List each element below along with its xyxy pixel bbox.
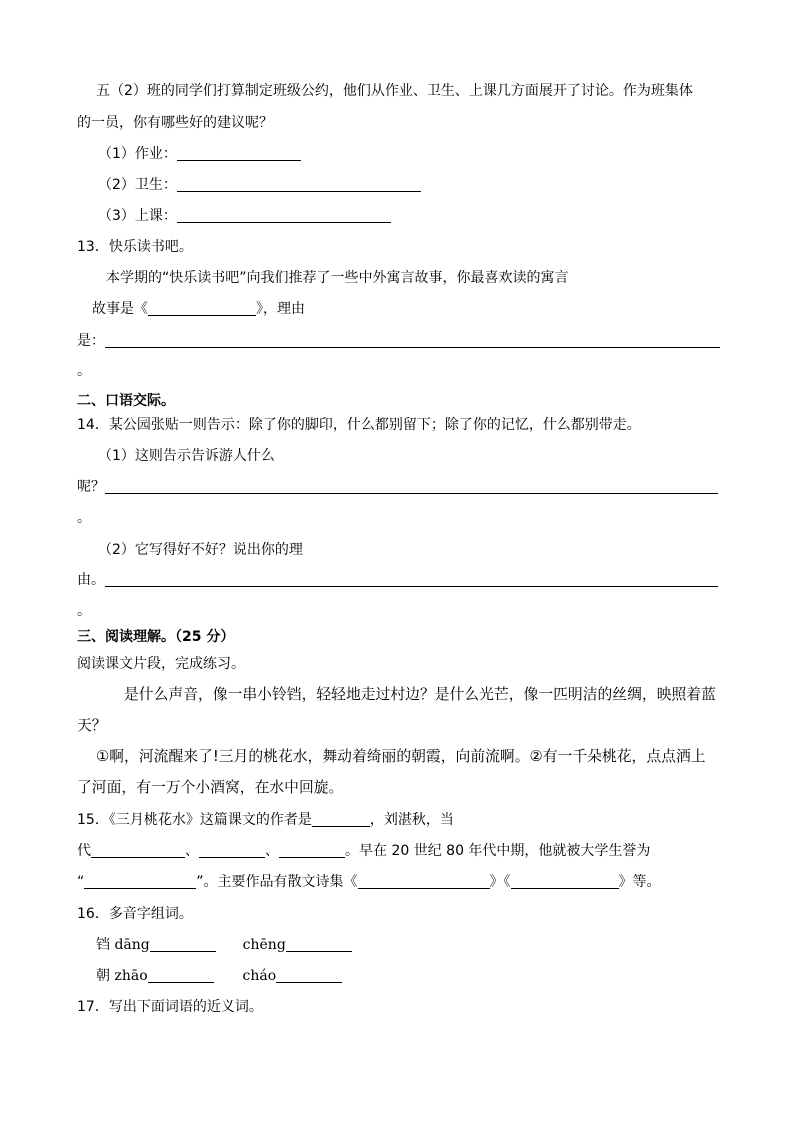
- answer-blank[interactable]: [286, 937, 352, 952]
- q14-title: 14．某公园张贴一则告示：除了你的脚印，什么都别留下；除了你的记忆，什么都别带走。: [77, 417, 641, 433]
- answer-blank[interactable]: [276, 968, 342, 983]
- section3-title: 三、阅读理解。（25 分）: [77, 629, 235, 645]
- q13-end-mark: 。: [77, 363, 91, 379]
- answer-blank[interactable]: [199, 843, 265, 858]
- passage-p1-line2: 天？: [77, 717, 107, 734]
- passage-p1-line1: 是什么声音，像一串小铃铛，轻轻地走过村边？是什么光芒，像一匹明洁的丝绸，映照着蓝: [124, 686, 716, 703]
- answer-blank[interactable]: [177, 177, 421, 192]
- q12-item-class: [98, 207, 391, 225]
- passage-p2-line1: ①啊，河流醒来了!三月的桃花水，舞动着绮丽的朝霞，向前流啊。②有一千朵桃花，点点洒上: [96, 748, 706, 765]
- q14-sub1-end: 。: [77, 510, 91, 526]
- passage-p2-line2: 了河面，有一万个小酒窝，在水中回旋。: [77, 779, 344, 796]
- q15-line3: “ ”。主要作品有散文诗集《 》《 》等。: [77, 874, 661, 890]
- q12-intro-line1: 五（2）班的同学们打算制定班级公约，他们从作业、卫生、上课几方面展开了讨论。作为班集体: [96, 83, 693, 99]
- q12-intro-line2: 的一员，你有哪些好的建议呢？: [77, 115, 273, 131]
- q15-line1: 15．《三月桃花水》这篇课文的作者是 ，刘湛秋，当: [77, 812, 454, 828]
- answer-blank[interactable]: [511, 874, 619, 889]
- polyphone-char: 铛: [96, 937, 110, 953]
- answer-blank[interactable]: [105, 479, 718, 494]
- q16-row2: 朝 zhāo cháo: [96, 967, 342, 985]
- q13-line2: 故事是《 》，理由: [92, 301, 305, 317]
- q13-line1: 本学期的“快乐读书吧”向我们推荐了一些中外寓言故事，你最喜欢读的寓言: [106, 270, 569, 286]
- q12-item-label: （3）上课：: [98, 208, 177, 224]
- q12-item-homework: [98, 145, 301, 163]
- q16-row1: 铛 dāng chēng: [96, 936, 352, 954]
- answer-blank[interactable]: [84, 874, 196, 889]
- answer-blank[interactable]: [105, 572, 718, 587]
- q16-title: 16．多音字组词。: [77, 906, 193, 922]
- answer-blank[interactable]: [91, 843, 185, 858]
- answer-blank[interactable]: [279, 843, 345, 858]
- q14-sub1: （1）这则告示告诉游人什么: [98, 448, 275, 464]
- q14-sub2: （2）它写得好不好？说出你的理: [98, 542, 303, 558]
- q17-title: 17．写出下面词语的近义词。: [77, 999, 263, 1015]
- section2-title: 二、口语交际。: [77, 393, 175, 409]
- answer-blank[interactable]: [177, 146, 301, 161]
- section3-instruction: 阅读课文片段，完成练习。: [77, 656, 245, 672]
- q15-line2: 代 、 、 。早在 20 世纪 80 年代中期，他就被大学生誉为: [77, 843, 651, 859]
- answer-blank[interactable]: [105, 333, 720, 348]
- answer-blank[interactable]: [177, 208, 391, 223]
- answer-blank[interactable]: [358, 874, 490, 889]
- polyphone-char: 朝: [96, 968, 110, 984]
- q13-title: 13．快乐读书吧。: [77, 239, 193, 255]
- answer-blank[interactable]: [148, 301, 256, 316]
- q12-item-label: （1）作业：: [98, 146, 177, 162]
- answer-blank[interactable]: [148, 968, 214, 983]
- q14-sub1-answer: 呢？: [77, 478, 718, 496]
- answer-blank[interactable]: [150, 937, 216, 952]
- answer-blank[interactable]: [312, 812, 370, 827]
- q12-item-label: （2）卫生：: [98, 177, 177, 193]
- q14-sub2-answer: 由。: [77, 571, 718, 589]
- q13-line3: 是：: [77, 332, 720, 350]
- q12-item-hygiene: [98, 176, 421, 194]
- q14-sub2-end: 。: [77, 603, 91, 619]
